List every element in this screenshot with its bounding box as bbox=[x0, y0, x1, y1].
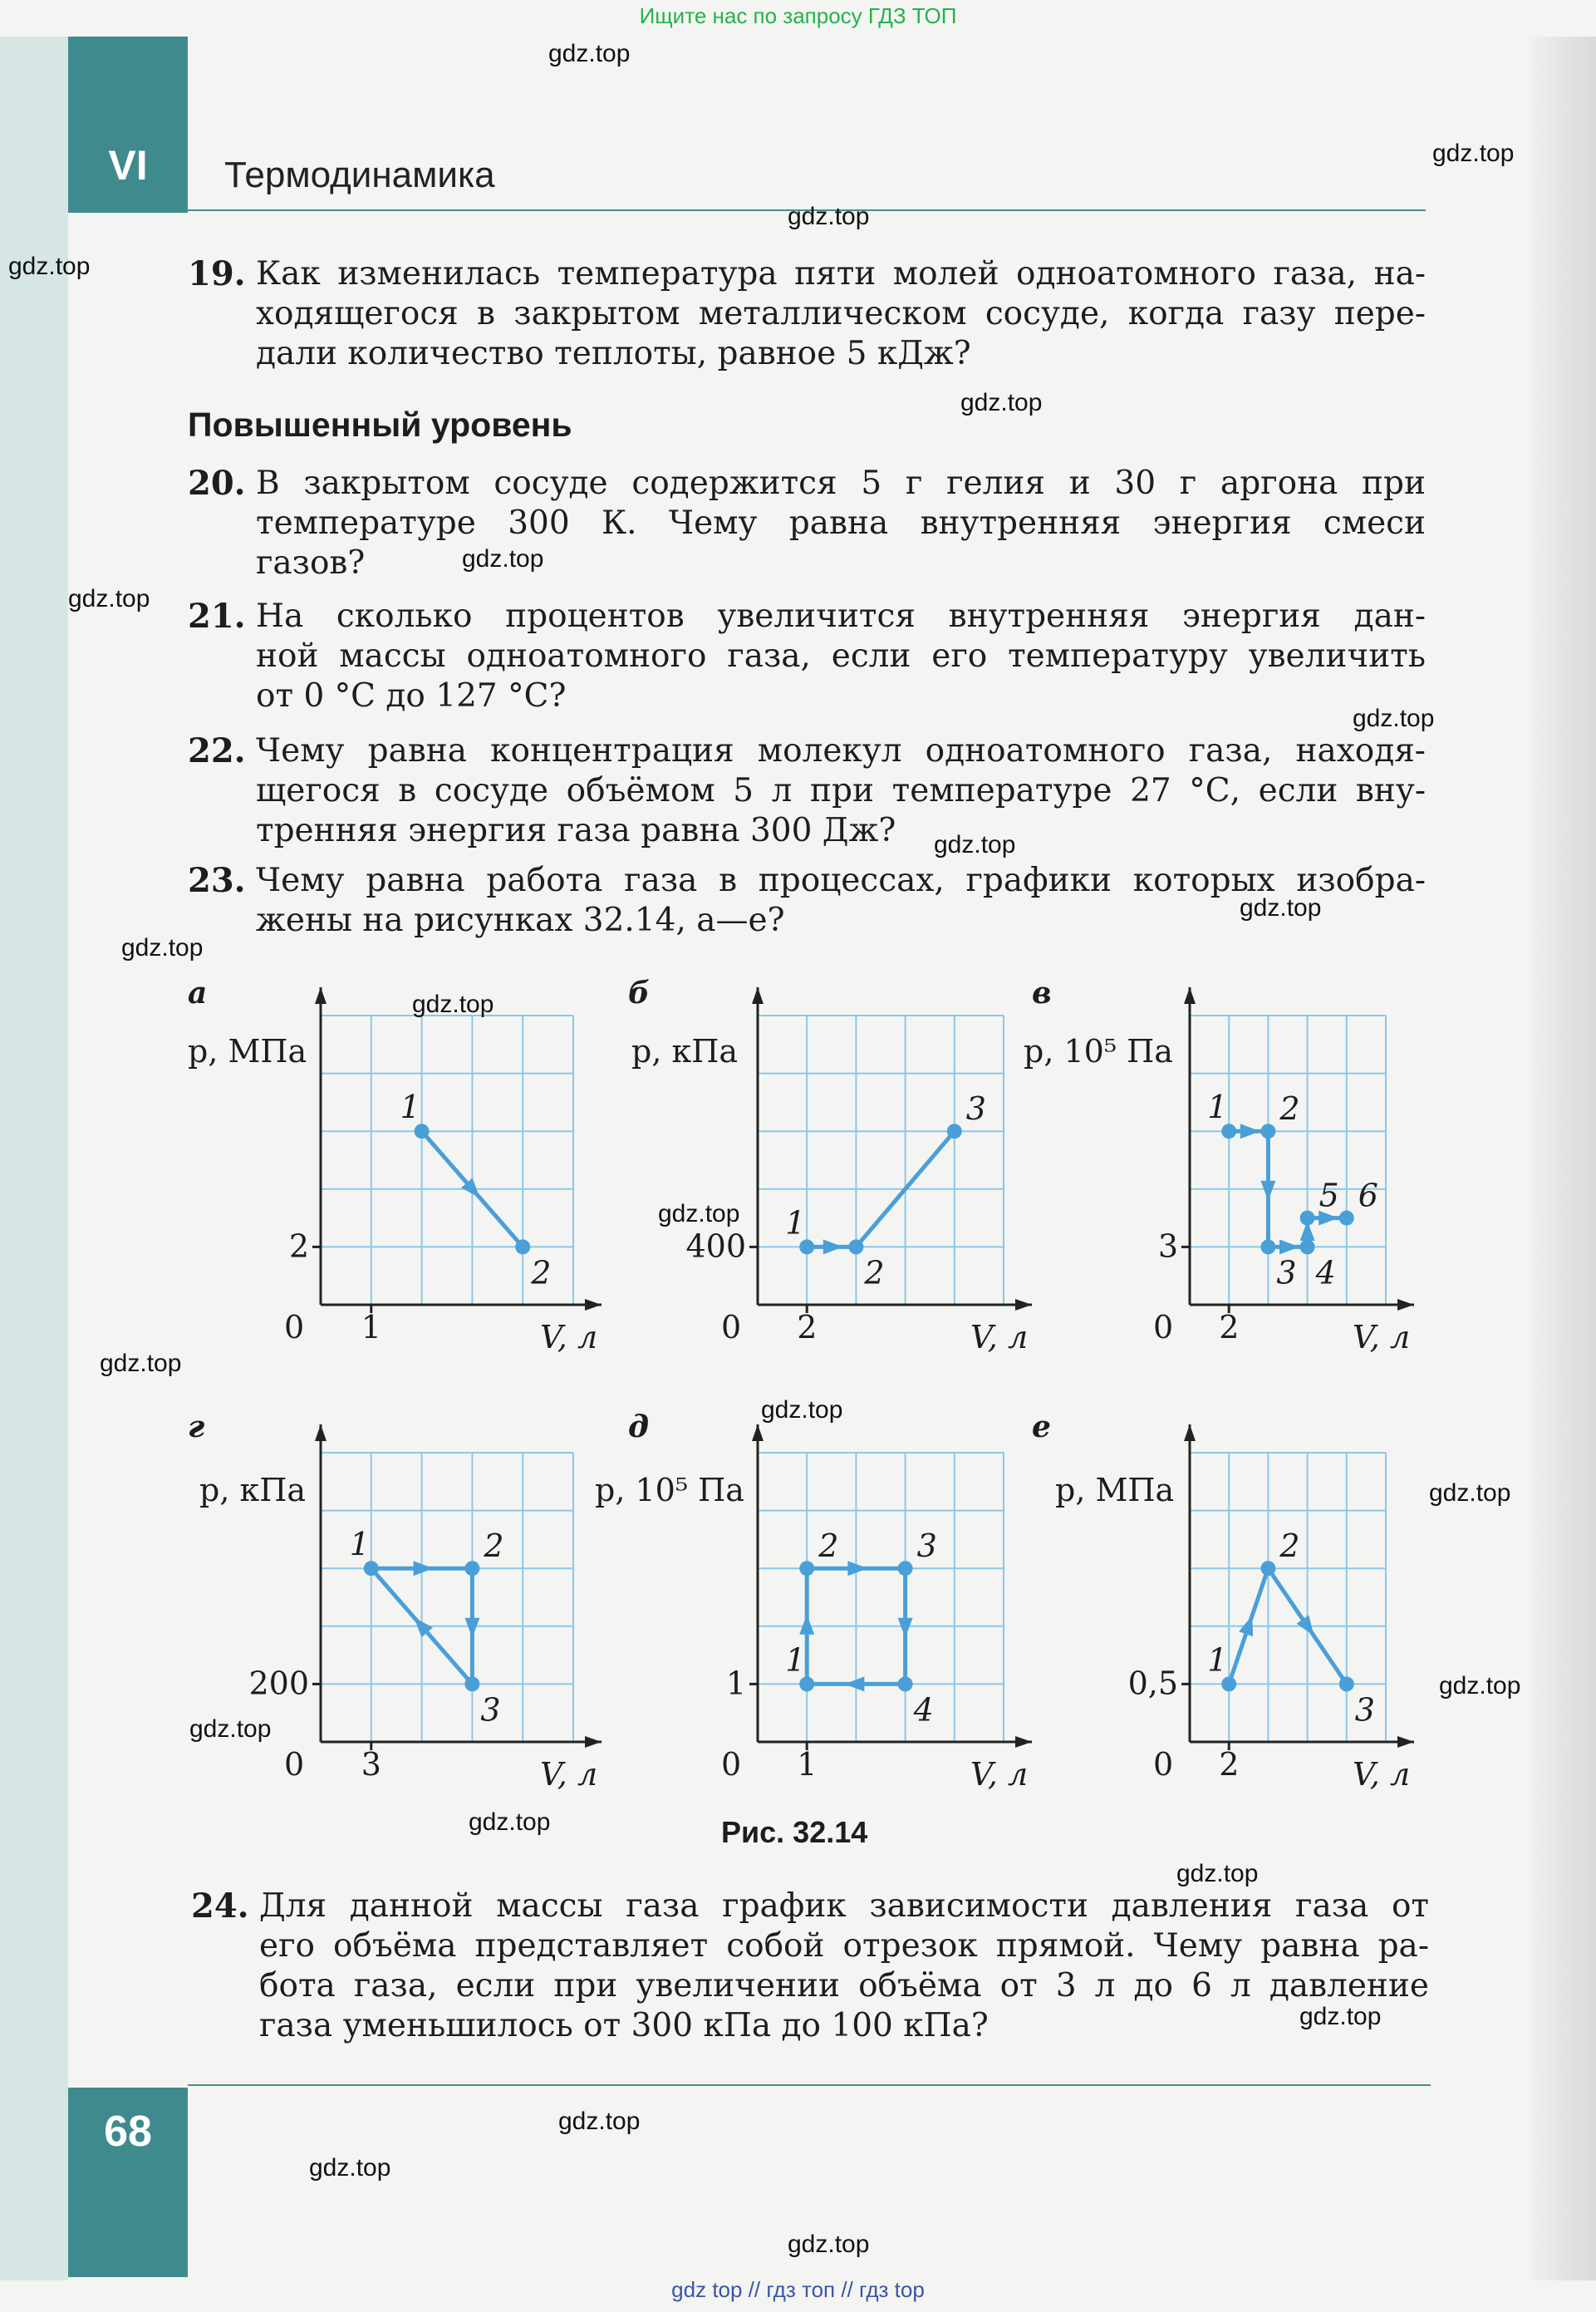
problem-20-number: 20. bbox=[188, 464, 246, 503]
panel-v-letter: в bbox=[1032, 976, 1052, 1011]
x-tick-label: 1 bbox=[797, 1746, 818, 1783]
figure-caption: Рис. 32.14 bbox=[721, 1815, 868, 1849]
state-point-label: 5 bbox=[1319, 1177, 1339, 1214]
x-tick-label: 2 bbox=[1219, 1309, 1240, 1345]
state-point-label: 3 bbox=[965, 1090, 986, 1128]
x-axis-arrow bbox=[1397, 1736, 1414, 1748]
problem-23-number: 23. bbox=[188, 861, 246, 900]
problem-22-line-1: Чему равна концентрация молекул одноатомного газа, находя- bbox=[256, 732, 1426, 770]
problem-19-line-2: ходящегося в закрытом металлическом сосуде, когда газу пере- bbox=[256, 295, 1426, 332]
problem-22-number: 22. bbox=[188, 731, 246, 770]
state-point-label: 2 bbox=[531, 1254, 552, 1291]
watermark: gdz.top bbox=[309, 2154, 391, 2182]
watermark: gdz.top bbox=[558, 2108, 641, 2135]
y-tick-label: 2 bbox=[288, 1227, 309, 1265]
watermark: gdz.top bbox=[1299, 2003, 1382, 2030]
problem-19-line-3: дали количество теплоты, равное 5 кДж? bbox=[256, 335, 971, 372]
origin-label: 0 bbox=[1153, 1309, 1174, 1345]
y-tick-label: 400 bbox=[685, 1227, 746, 1265]
panel-e-letter: е bbox=[1032, 1409, 1051, 1444]
state-point-label: 2 bbox=[1279, 1527, 1300, 1565]
panel-b-letter: б bbox=[628, 976, 650, 1011]
watermark: gdz.top bbox=[788, 2231, 870, 2258]
chapter-title: Термодинамика bbox=[224, 155, 495, 195]
y-tick-label: 200 bbox=[248, 1665, 309, 1702]
state-point-label: 3 bbox=[916, 1527, 937, 1565]
problem-24-number: 24. bbox=[191, 1886, 249, 1926]
origin-label: 0 bbox=[721, 1309, 742, 1345]
state-point-label: 2 bbox=[864, 1254, 885, 1291]
state-point-label: 1 bbox=[1207, 1641, 1228, 1679]
state-point-label: 3 bbox=[1354, 1691, 1375, 1729]
problem-19-number: 19. bbox=[188, 254, 246, 293]
page-number: 68 bbox=[104, 2108, 152, 2156]
x-tick-label: 1 bbox=[361, 1309, 381, 1345]
y-tick-label: 3 bbox=[1157, 1227, 1178, 1265]
watermark: gdz.top bbox=[1429, 1479, 1511, 1507]
bottom-banner[interactable]: gdz top // гдз топ // гдз top bbox=[671, 2277, 925, 2302]
problem-21-number: 21. bbox=[188, 597, 246, 636]
state-point-label: 3 bbox=[1276, 1254, 1297, 1291]
watermark: gdz.top bbox=[1439, 1672, 1521, 1700]
origin-label: 0 bbox=[284, 1746, 305, 1783]
problem-24-line-3: бота газа, если при увеличении объёма от 3 л до 6 л давление bbox=[259, 1967, 1429, 2005]
x-tick-label: 2 bbox=[1219, 1746, 1240, 1783]
y-tick-label: 0,5 bbox=[1127, 1665, 1178, 1702]
x-tick-label: 2 bbox=[797, 1309, 818, 1345]
x-axis-label: V, л bbox=[540, 1756, 598, 1793]
watermark: gdz.top bbox=[761, 1396, 843, 1424]
problem-20-line-2: температуре 300 К. Чему равна внутренняя энергия смеси bbox=[256, 504, 1426, 542]
origin-label: 0 bbox=[721, 1746, 742, 1783]
y-axis-label: p, 10⁵ Па bbox=[1024, 1033, 1173, 1070]
state-point-label: 4 bbox=[1315, 1254, 1336, 1291]
state-point bbox=[1260, 1561, 1275, 1576]
x-axis-label: V, л bbox=[1353, 1756, 1411, 1793]
watermark: gdz.top bbox=[960, 389, 1043, 416]
y-axis-label: p, МПа bbox=[1055, 1472, 1175, 1508]
problem-22-line-2: щегося в сосуде объёмом 5 л при температуре 27 °С, если вну- bbox=[256, 772, 1426, 809]
problem-21-line-1: На сколько процентов увеличится внутренняя энергия дан- bbox=[256, 598, 1426, 635]
panel-a-letter: а bbox=[188, 976, 208, 1011]
y-axis-label: p, МПа bbox=[188, 1033, 307, 1070]
y-tick-label: 1 bbox=[725, 1665, 746, 1702]
state-point-label: 2 bbox=[1279, 1090, 1300, 1128]
problem-23-line-1: Чему равна работа газа в процессах, графики которых изобра- bbox=[256, 862, 1426, 899]
watermark: gdz.top bbox=[1432, 140, 1515, 167]
problem-22-line-3: тренняя энергия газа равна 300 Дж? bbox=[256, 812, 896, 849]
state-point-label: 2 bbox=[818, 1527, 839, 1565]
y-axis-label: p, кПа bbox=[631, 1033, 739, 1070]
state-point-label: 4 bbox=[913, 1691, 934, 1729]
process-arrow bbox=[1239, 1613, 1260, 1637]
watermark: gdz.top bbox=[462, 545, 544, 573]
problem-21-line-3: от 0 °С до 127 °С? bbox=[256, 677, 567, 715]
state-point bbox=[1339, 1676, 1354, 1691]
state-point-label: 3 bbox=[480, 1691, 501, 1729]
x-axis-label: V, л bbox=[540, 1319, 598, 1355]
watermark: gdz.top bbox=[1353, 705, 1435, 732]
state-point-label: 1 bbox=[785, 1204, 806, 1242]
y-axis-arrow bbox=[1184, 1424, 1196, 1441]
panel-g-letter: г bbox=[188, 1409, 205, 1444]
watermark: gdz.top bbox=[934, 831, 1016, 858]
watermark: gdz.top bbox=[8, 253, 91, 280]
panel-d-letter: д bbox=[628, 1409, 650, 1444]
problem-20-line-3: газов? bbox=[256, 544, 366, 582]
x-axis-label: V, л bbox=[1353, 1319, 1411, 1355]
origin-label: 0 bbox=[1153, 1746, 1174, 1783]
state-point bbox=[1221, 1676, 1236, 1691]
problem-24-line-1: Для данной массы газа график зависимости давления газа от bbox=[259, 1887, 1429, 1925]
section-heading: Повышенный уровень bbox=[188, 406, 572, 444]
watermark: gdz.top bbox=[658, 1200, 740, 1227]
problem-24-line-4: газа уменьшилось от 300 кПа до 100 кПа? bbox=[259, 2007, 989, 2044]
watermark: gdz.top bbox=[68, 585, 150, 612]
x-axis-label: V, л bbox=[970, 1756, 1029, 1793]
state-point-label: 1 bbox=[785, 1641, 806, 1679]
watermark: gdz.top bbox=[412, 991, 494, 1018]
problem-23-line-2: жены на рисунках 32.14, а—е? bbox=[256, 902, 785, 939]
state-point-label: 2 bbox=[484, 1527, 504, 1565]
origin-label: 0 bbox=[284, 1309, 305, 1345]
watermark: gdz.top bbox=[469, 1808, 551, 1836]
watermark: gdz.top bbox=[121, 934, 204, 962]
watermark: gdz.top bbox=[1240, 894, 1322, 922]
state-point-label: 1 bbox=[349, 1526, 370, 1563]
watermark: gdz.top bbox=[1176, 1860, 1259, 1887]
state-point-label: 1 bbox=[1207, 1089, 1228, 1126]
chapter-number: VI bbox=[108, 142, 148, 189]
problem-21-line-2: ной массы одноатомного газа, если его температуру увеличить bbox=[256, 637, 1426, 675]
footer-divider bbox=[188, 2084, 1431, 2086]
site-banner[interactable]: Ищите нас по запросу ГДЗ ТОП bbox=[639, 3, 957, 28]
watermark: gdz.top bbox=[548, 40, 631, 67]
x-axis-label: V, л bbox=[970, 1319, 1029, 1355]
y-axis-label: p, 10⁵ Па bbox=[595, 1472, 744, 1508]
y-axis-label: p, кПа bbox=[199, 1472, 307, 1508]
watermark: gdz.top bbox=[100, 1350, 182, 1377]
problem-20-line-1: В закрытом сосуде содержится 5 г гелия и 30 г аргона при bbox=[256, 465, 1426, 502]
state-point-label: 1 bbox=[400, 1089, 420, 1126]
state-point-label: 6 bbox=[1358, 1177, 1378, 1214]
problem-19-line-1: Как изменилась температура пяти молей одноатомного газа, на- bbox=[256, 255, 1426, 293]
watermark: gdz.top bbox=[189, 1715, 272, 1743]
watermark: gdz.top bbox=[788, 203, 870, 230]
x-tick-label: 3 bbox=[361, 1746, 381, 1783]
problem-24-line-2: его объёма представляет собой отрезок прямой. Чему равна ра- bbox=[259, 1927, 1429, 1965]
